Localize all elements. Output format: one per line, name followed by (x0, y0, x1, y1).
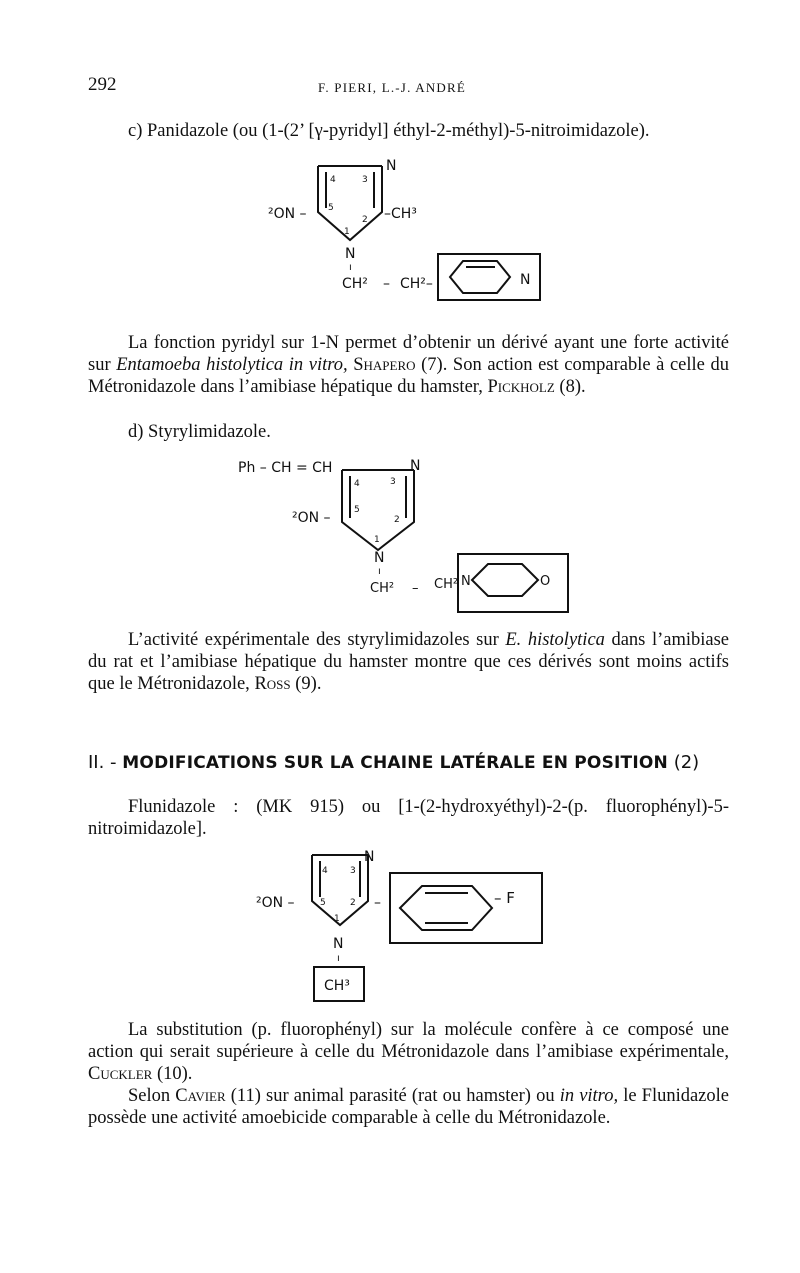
para2-text-3: (9). (290, 674, 322, 694)
paragraph-flunidazole (88, 796, 729, 840)
bond-mark: ı (349, 262, 352, 273)
section-number: II. - (88, 752, 117, 773)
para5-text-3: le Flunidazole possède une activité amoebicide comparable à celle du Métronidazole. (88, 1086, 729, 1128)
ring-label-5: 5 (328, 203, 334, 213)
ring-label-2: 2 (350, 898, 356, 908)
para3-text: Flunidazole : (MK 915) ou [1-(2-hydroxyéthyl)-2-(p. fluorophényl)-5-nitroimidazole]. (88, 797, 729, 839)
ring-label-2: 2 (394, 515, 400, 525)
citation-pickholz: Pickholz (487, 377, 555, 397)
citation-shapero: Shapero (353, 355, 416, 375)
para1-text-2: (7). Son action est comparable à celle du Métronidazole dans l’amibiase hépatique du hamster, (88, 355, 729, 397)
section-d-title: d) Styrylimidazole. (128, 422, 271, 442)
flunidazole-structure (250, 845, 550, 1010)
paragraph-pyridyl (88, 332, 729, 398)
ch2-first: CH² (342, 276, 368, 292)
morpholine-n-label: N (461, 574, 471, 589)
phenyl-vinyl-group: Ph – CH = CH (238, 460, 333, 476)
para1-text-3: (8). (554, 377, 586, 397)
n-bottom-label: N (374, 550, 385, 566)
para1-organism: Entamoeba histolytica in vitro, (116, 355, 348, 375)
para4-text-1: La substitution (p. fluorophényl) sur la molécule confère à ce composé une action qui serait supérieure à celle du Métronidazole dans l’amibiase expérimentale, (88, 1020, 729, 1062)
para2-text-1: L’activité expérimentale des styrylimidazoles sur (128, 630, 506, 650)
ring-label-3: 3 (390, 477, 396, 487)
paragraph-cavier (88, 1085, 729, 1129)
citation-ross: Ross (254, 674, 291, 694)
ch2-second: CH² (434, 577, 459, 592)
para5-text-1: Selon (128, 1086, 176, 1106)
n-top-label: N (364, 849, 375, 865)
ch3-group: CH³ (324, 978, 350, 994)
ring-label-5: 5 (320, 898, 326, 908)
ring-label-3: 3 (362, 175, 368, 185)
ring-label-4: 4 (330, 175, 336, 185)
section-position: (2) (673, 752, 700, 773)
bond-mark: ı (337, 953, 340, 964)
ring-label-4: 4 (354, 479, 360, 489)
morpholine-o-label: O (540, 574, 551, 589)
ch2-first: CH² (370, 581, 395, 596)
ring-label-1: 1 (334, 914, 340, 924)
ch3-group: –CH³ (384, 206, 417, 222)
para1-text-1: La fonction pyridyl sur 1-N permet d’obtenir un dérivé ayant une forte activité sur (88, 333, 729, 375)
n-top-label: N (410, 458, 421, 474)
no2-group: ²ON – (292, 510, 331, 526)
n-bottom-label: N (333, 936, 344, 952)
para4-text-2: (10). (152, 1064, 193, 1084)
pyridine-n-label: N (520, 272, 531, 288)
ring-label-4: 4 (322, 866, 328, 876)
citation-cavier: Cavier (175, 1086, 226, 1106)
page-number: 292 (88, 74, 117, 95)
no2-group: ²ON – (256, 895, 295, 911)
para2-organism: E. histolytica (505, 630, 605, 650)
section-c-title: c) Panidazole (ou (1-(2’ [γ-pyridyl] éthyl-2-méthyl)-5-nitroimidazole). (128, 121, 650, 141)
para5-text-2: (11) sur animal parasité (rat ou hamster) ou (225, 1086, 560, 1106)
no2-group: ²ON – (268, 206, 307, 222)
ring-label-1: 1 (374, 535, 380, 545)
ring-label-3: 3 (350, 866, 356, 876)
ring-label-5: 5 (354, 505, 360, 515)
bond-mark: ı (378, 566, 381, 577)
styrylimidazole-structure (230, 450, 580, 620)
ch2-second: CH²– (400, 276, 433, 292)
paragraph-styryl (88, 629, 729, 695)
section-title: MODIFICATIONS SUR LA CHAINE LATÉRALE EN POSITION (122, 753, 668, 773)
section-heading-ii (88, 752, 748, 773)
n-top-label: N (386, 158, 397, 174)
citation-cuckler: Cuckler (88, 1064, 153, 1084)
dash-mark: – (374, 895, 381, 911)
fluoro-group: – F (494, 889, 515, 907)
paragraph-substitution (88, 1019, 729, 1085)
para5-in-vitro: in vitro, (559, 1086, 619, 1106)
n-bottom-label: N (345, 246, 356, 262)
para2-text-2: dans l’amibiase du rat et l’amibiase hépatique du hamster montre que ces dérivés sont moins actifs que le Métronidazole, (88, 630, 729, 694)
dash-mark: – (412, 581, 419, 596)
dash-mark: – (383, 276, 390, 292)
panidazole-structure (250, 150, 550, 310)
running-head: F. PIERI, L.-J. ANDRÉ (318, 80, 467, 95)
ring-label-1: 1 (344, 227, 350, 237)
ring-label-2: 2 (362, 215, 368, 225)
